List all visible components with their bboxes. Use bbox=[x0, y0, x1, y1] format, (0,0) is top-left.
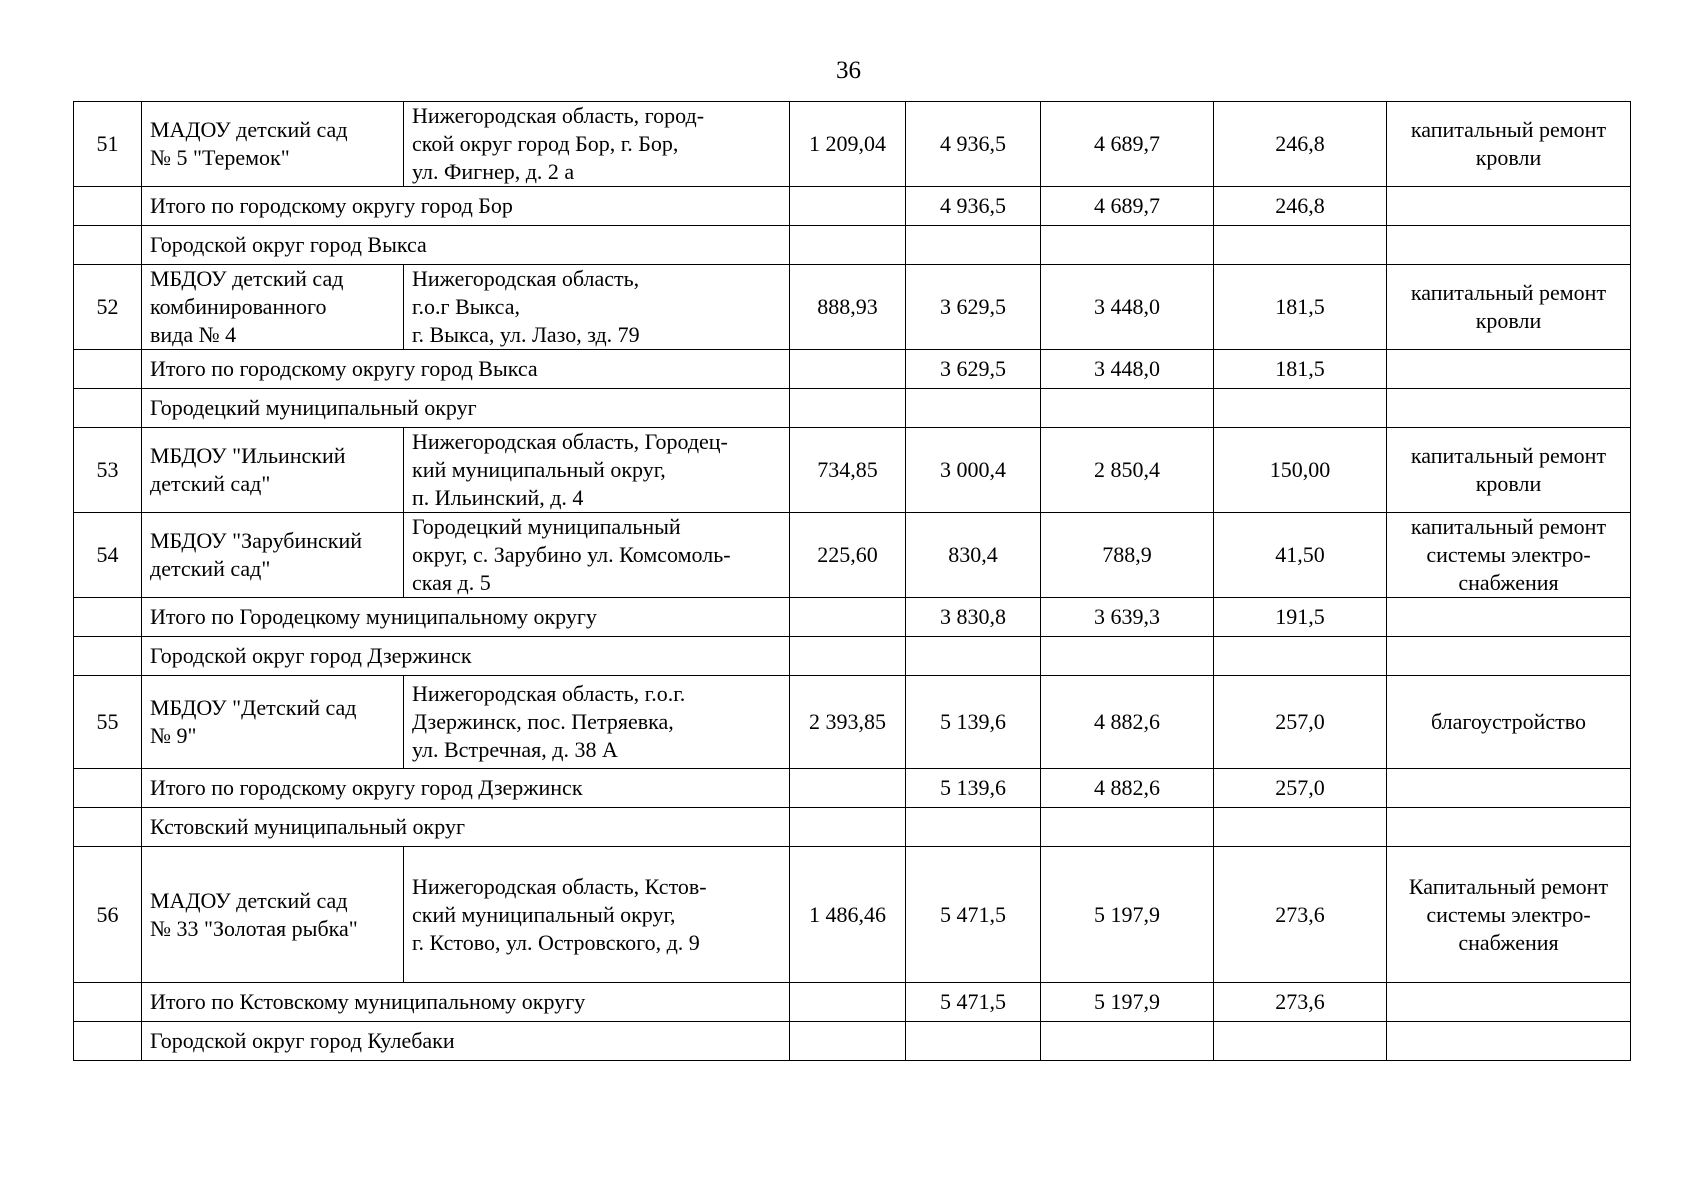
work-type bbox=[1387, 187, 1631, 226]
work-type bbox=[1387, 769, 1631, 808]
local-amount: 273,6 bbox=[1214, 983, 1387, 1022]
budget-amount: 3 639,3 bbox=[1041, 598, 1214, 637]
area-value: 2 393,85 bbox=[790, 676, 906, 769]
facility-row bbox=[74, 265, 1631, 350]
total-amount: 830,4 bbox=[906, 513, 1041, 598]
local-amount: 150,00 bbox=[1214, 428, 1387, 513]
total-amount bbox=[906, 808, 1041, 847]
local-amount: 246,8 bbox=[1214, 102, 1387, 187]
budget-amount: 5 197,9 bbox=[1041, 847, 1214, 983]
local-amount: 257,0 bbox=[1214, 676, 1387, 769]
budget-amount: 3 448,0 bbox=[1041, 265, 1214, 350]
budget-amount: 788,9 bbox=[1041, 513, 1214, 598]
district-header-row bbox=[74, 1022, 1631, 1061]
area-value bbox=[790, 350, 906, 389]
district-total-row bbox=[74, 769, 1631, 808]
row-number: 55 bbox=[74, 676, 142, 769]
budget-amount bbox=[1041, 637, 1214, 676]
facility-name: МАДОУ детский сад № 33 "Золотая рыбка" bbox=[142, 847, 404, 983]
page-number: 36 bbox=[836, 57, 861, 84]
budget-amount bbox=[1041, 1022, 1214, 1061]
area-value: 734,85 bbox=[790, 428, 906, 513]
facility-name: МАДОУ детский сад № 5 "Теремок" bbox=[142, 102, 404, 187]
facility-name: МБДОУ детский сад комбинированного вида № 4 bbox=[142, 265, 404, 350]
work-type bbox=[1387, 389, 1631, 428]
budget-amount: 2 850,4 bbox=[1041, 428, 1214, 513]
row-number: 56 bbox=[74, 847, 142, 983]
facility-address: Нижегородская область, город- ской округ город Бор, г. Бор, ул. Фигнер, д. 2 а bbox=[404, 102, 790, 187]
district-header-row bbox=[74, 637, 1631, 676]
facility-row bbox=[74, 102, 1631, 187]
district-total-row bbox=[74, 350, 1631, 389]
facility-name: МБДОУ "Детский сад № 9" bbox=[142, 676, 404, 769]
total-amount bbox=[906, 1022, 1041, 1061]
district-total-row bbox=[74, 187, 1631, 226]
facility-row bbox=[74, 428, 1631, 513]
budget-amount: 4 689,7 bbox=[1041, 102, 1214, 187]
facility-address: Городецкий муниципальный округ, с. Зарубино ул. Комсомоль- ская д. 5 bbox=[404, 513, 790, 598]
total-amount: 3 629,5 bbox=[906, 350, 1041, 389]
budget-amount bbox=[1041, 808, 1214, 847]
row-number bbox=[74, 808, 142, 847]
facility-row bbox=[74, 513, 1631, 598]
total-amount: 5 139,6 bbox=[906, 769, 1041, 808]
local-amount: 246,8 bbox=[1214, 187, 1387, 226]
facility-address: Нижегородская область, г.о.г. Дзержинск, пос. Петряевка, ул. Встречная, д. 38 А bbox=[404, 676, 790, 769]
total-amount: 5 471,5 bbox=[906, 983, 1041, 1022]
row-number bbox=[74, 598, 142, 637]
work-type bbox=[1387, 637, 1631, 676]
local-amount: 181,5 bbox=[1214, 350, 1387, 389]
area-value bbox=[790, 1022, 906, 1061]
budget-amount bbox=[1041, 389, 1214, 428]
row-number bbox=[74, 637, 142, 676]
area-value: 888,93 bbox=[790, 265, 906, 350]
facility-name: МБДОУ "Ильинский детский сад" bbox=[142, 428, 404, 513]
area-value bbox=[790, 389, 906, 428]
budget-amount: 3 448,0 bbox=[1041, 350, 1214, 389]
area-value bbox=[790, 187, 906, 226]
total-amount: 4 936,5 bbox=[906, 102, 1041, 187]
total-amount: 3 629,5 bbox=[906, 265, 1041, 350]
district-name: Городской округ город Дзержинск bbox=[142, 637, 790, 676]
budget-amount: 5 197,9 bbox=[1041, 983, 1214, 1022]
row-number bbox=[74, 226, 142, 265]
area-value bbox=[790, 226, 906, 265]
total-amount: 5 471,5 bbox=[906, 847, 1041, 983]
district-total-label: Итого по Кстовскому муниципальному округу bbox=[142, 983, 790, 1022]
row-number bbox=[74, 389, 142, 428]
district-header-row bbox=[74, 808, 1631, 847]
facility-name: МБДОУ "Зарубинский детский сад" bbox=[142, 513, 404, 598]
area-value bbox=[790, 769, 906, 808]
total-amount bbox=[906, 389, 1041, 428]
district-total-label: Итого по городскому округу город Дзержинск bbox=[142, 769, 790, 808]
row-number: 53 bbox=[74, 428, 142, 513]
work-type bbox=[1387, 983, 1631, 1022]
row-number: 52 bbox=[74, 265, 142, 350]
row-number: 51 bbox=[74, 102, 142, 187]
work-type: благоустройство bbox=[1387, 676, 1631, 769]
work-type bbox=[1387, 808, 1631, 847]
local-amount bbox=[1214, 226, 1387, 265]
budget-amount: 4 882,6 bbox=[1041, 769, 1214, 808]
total-amount: 3 830,8 bbox=[906, 598, 1041, 637]
budget-amount bbox=[1041, 226, 1214, 265]
area-value: 1 209,04 bbox=[790, 102, 906, 187]
area-value: 225,60 bbox=[790, 513, 906, 598]
budget-amount: 4 882,6 bbox=[1041, 676, 1214, 769]
district-name: Городской округ город Кулебаки bbox=[142, 1022, 790, 1061]
local-amount: 181,5 bbox=[1214, 265, 1387, 350]
total-amount: 3 000,4 bbox=[906, 428, 1041, 513]
total-amount: 5 139,6 bbox=[906, 676, 1041, 769]
district-header-row bbox=[74, 226, 1631, 265]
work-type bbox=[1387, 598, 1631, 637]
area-value bbox=[790, 808, 906, 847]
row-number bbox=[74, 983, 142, 1022]
local-amount: 191,5 bbox=[1214, 598, 1387, 637]
local-amount: 257,0 bbox=[1214, 769, 1387, 808]
local-amount bbox=[1214, 389, 1387, 428]
district-total-label: Итого по городскому округу город Выкса bbox=[142, 350, 790, 389]
budget-amount: 4 689,7 bbox=[1041, 187, 1214, 226]
local-amount bbox=[1214, 1022, 1387, 1061]
work-type: капитальный ремонт системы электро- снабжения bbox=[1387, 513, 1631, 598]
facility-address: Нижегородская область, Кстов- ский муниципальный округ, г. Кстово, ул. Островского, д. 9 bbox=[404, 847, 790, 983]
local-amount: 273,6 bbox=[1214, 847, 1387, 983]
area-value bbox=[790, 637, 906, 676]
total-amount bbox=[906, 637, 1041, 676]
row-number bbox=[74, 769, 142, 808]
work-type bbox=[1387, 226, 1631, 265]
row-number: 54 bbox=[74, 513, 142, 598]
work-type bbox=[1387, 1022, 1631, 1061]
total-amount: 4 936,5 bbox=[906, 187, 1041, 226]
work-type: капитальный ремонт кровли bbox=[1387, 265, 1631, 350]
row-number bbox=[74, 1022, 142, 1061]
facility-row bbox=[74, 676, 1631, 769]
district-name: Городской округ город Выкса bbox=[142, 226, 790, 265]
area-value bbox=[790, 598, 906, 637]
district-name: Городецкий муниципальный округ bbox=[142, 389, 790, 428]
total-amount bbox=[906, 226, 1041, 265]
district-header-row bbox=[74, 389, 1631, 428]
area-value: 1 486,46 bbox=[790, 847, 906, 983]
district-name: Кстовский муниципальный округ bbox=[142, 808, 790, 847]
area-value bbox=[790, 983, 906, 1022]
row-number bbox=[74, 187, 142, 226]
district-total-label: Итого по городскому округу город Бор bbox=[142, 187, 790, 226]
district-total-row bbox=[74, 983, 1631, 1022]
table-body bbox=[74, 102, 1631, 1061]
work-type bbox=[1387, 350, 1631, 389]
district-total-label: Итого по Городецкому муниципальному округу bbox=[142, 598, 790, 637]
row-number bbox=[74, 350, 142, 389]
facility-address: Нижегородская область, г.о.г Выкса, г. Выкса, ул. Лазо, зд. 79 bbox=[404, 265, 790, 350]
work-type: Капитальный ремонт системы электро- снабжения bbox=[1387, 847, 1631, 983]
local-amount: 41,50 bbox=[1214, 513, 1387, 598]
facility-row bbox=[74, 847, 1631, 983]
local-amount bbox=[1214, 637, 1387, 676]
facility-address: Нижегородская область, Городец- кий муниципальный округ, п. Ильинский, д. 4 bbox=[404, 428, 790, 513]
work-type: капитальный ремонт кровли bbox=[1387, 102, 1631, 187]
district-total-row bbox=[74, 598, 1631, 637]
local-amount bbox=[1214, 808, 1387, 847]
work-type: капитальный ремонт кровли bbox=[1387, 428, 1631, 513]
facilities-table bbox=[73, 101, 1631, 1061]
